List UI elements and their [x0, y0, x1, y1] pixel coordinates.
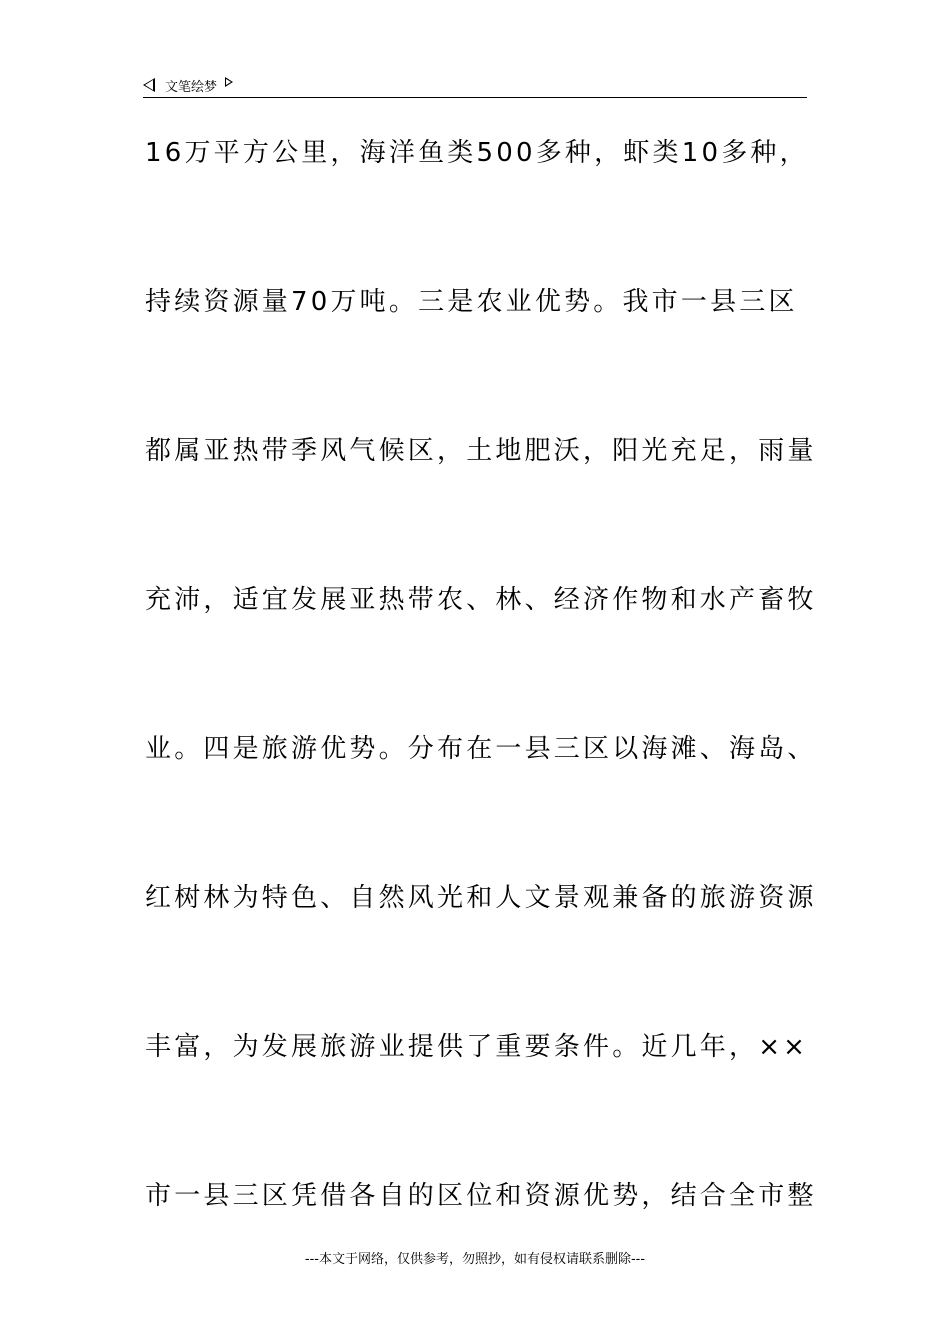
- text-line: 持续资源量70万吨。三是农业优势。我市一县三区: [145, 287, 798, 317]
- text-line: 充沛，适宜发展亚热带农、林、经济作物和水产畜牧: [145, 585, 817, 615]
- header-divider: [143, 97, 807, 98]
- triangle-left-icon: [143, 78, 155, 92]
- text-line: 都属亚热带季风气候区，土地肥沃，阳光充足，雨量: [145, 436, 817, 466]
- triangle-right-icon: [225, 77, 233, 87]
- footer-disclaimer: ---本文于网络，仅供参考，勿照抄，如有侵权请联系删除---: [304, 1252, 646, 1267]
- text-line: 市一县三区凭借各自的区位和资源优势，结合全市整: [145, 1181, 817, 1211]
- page-header: [143, 74, 233, 96]
- header-title: 文笔绘梦: [165, 79, 218, 95]
- text-line: 丰富，为发展旅游业提供了重要条件。近几年，××: [145, 1032, 809, 1062]
- text-line: 业。四是旅游优势。分布在一县三区以海滩、海岛、: [145, 734, 817, 764]
- text-line: 16万平方公里，海洋鱼类500多种，虾类10多种，: [145, 138, 809, 168]
- text-line: 红树林为特色、自然风光和人文景观兼备的旅游资源: [145, 883, 817, 913]
